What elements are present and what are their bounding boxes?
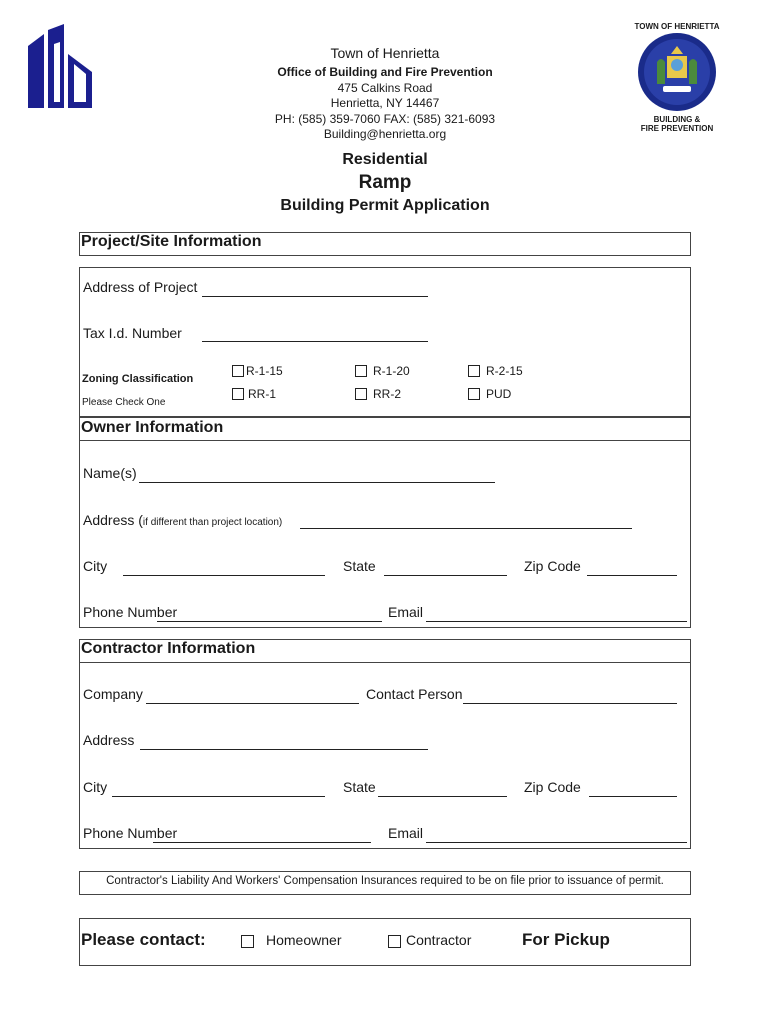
owner-zip-label: Zip Code <box>524 558 581 574</box>
owner-city-field[interactable] <box>123 575 325 576</box>
zoning-checkbox-pud[interactable] <box>468 388 480 400</box>
office-email: Building@henrietta.org <box>323 127 447 141</box>
owner-state-label: State <box>343 558 376 574</box>
seal-bottom-line2: FIRE PREVENTION <box>640 124 714 133</box>
contractor-email-field[interactable] <box>426 842 687 843</box>
zoning-checkbox-r-1-20[interactable] <box>355 365 367 377</box>
contractor-heading: Contractor Information <box>81 640 256 657</box>
town-name: Town of Henrietta <box>330 45 440 61</box>
homeowner-label: Homeowner <box>266 932 342 948</box>
zoning-option-r-1-20: R-1-20 <box>373 364 410 378</box>
nys-seal-icon <box>637 32 717 112</box>
insurance-notice: Contractor's Liability And Workers' Compensation Insurances required to be on file prior to issuance of permit. <box>106 875 664 887</box>
owner-address-field[interactable] <box>300 528 632 529</box>
zoning-option-rr-2: RR-2 <box>373 387 402 401</box>
contractor-state-field[interactable] <box>378 796 507 797</box>
contractor-zip-field[interactable] <box>589 796 677 797</box>
contractor-zip-label: Zip Code <box>524 779 581 795</box>
contractor-label: Contractor <box>406 932 472 948</box>
zoning-option-rr-1: RR-1 <box>248 387 277 401</box>
owner-address-label-text: Address ( <box>83 512 143 528</box>
owner-heading: Owner Information <box>81 419 224 436</box>
company-field[interactable] <box>146 703 359 704</box>
title-ramp: Ramp <box>358 172 412 193</box>
title-residential: Residential <box>342 151 428 168</box>
contractor-phone-label: Phone Number <box>83 825 178 841</box>
zoning-checkbox-rr-2[interactable] <box>355 388 367 400</box>
zoning-option-r-2-15: R-2-15 <box>486 364 523 378</box>
contractor-city-label: City <box>83 779 108 795</box>
tax-id-label: Tax I.d. Number <box>83 325 182 341</box>
title-application: Building Permit Application <box>280 197 490 214</box>
zoning-checkbox-r-1-15[interactable] <box>232 365 244 377</box>
contractor-checkbox[interactable] <box>388 935 401 948</box>
tax-id-field[interactable] <box>202 341 428 342</box>
zoning-option-pud: PUD <box>486 387 512 401</box>
owner-email-label: Email <box>388 604 424 620</box>
seal-top-text: TOWN OF HENRIETTA <box>634 22 720 31</box>
owner-phone-label: Phone Number <box>83 604 178 620</box>
office-name: Office of Building and Fire Prevention <box>277 65 493 79</box>
contractor-phone-field[interactable] <box>153 842 371 843</box>
contractor-address-field[interactable] <box>140 749 428 750</box>
contact-person-field[interactable] <box>463 703 677 704</box>
zoning-checkbox-r-2-15[interactable] <box>468 365 480 377</box>
seal-bottom-text <box>632 115 722 133</box>
phone-fax: PH: (585) 359-7060 FAX: (585) 321-6093 <box>274 112 496 126</box>
project-address-field[interactable] <box>202 296 428 297</box>
please-contact-heading: Please contact: <box>81 930 206 949</box>
city-state-zip: Henrietta, NY 14467 <box>330 96 440 110</box>
zoning-option-r-1-15: R-1-15 <box>246 364 283 378</box>
project-address-label: Address of Project <box>83 279 198 295</box>
owner-zip-field[interactable] <box>587 575 677 576</box>
owner-email-field[interactable] <box>426 621 687 622</box>
zoning-checkbox-rr-1[interactable] <box>232 388 244 400</box>
for-pickup-label: For Pickup <box>522 930 610 949</box>
contact-person-label: Contact Person <box>366 686 463 702</box>
homeowner-checkbox[interactable] <box>241 935 254 948</box>
owner-names-field[interactable] <box>139 482 495 483</box>
street-address: 475 Calkins Road <box>337 81 433 95</box>
contractor-city-field[interactable] <box>112 796 325 797</box>
owner-phone-field[interactable] <box>157 621 382 622</box>
contractor-email-label: Email <box>388 825 424 841</box>
contractor-state-label: State <box>343 779 376 795</box>
owner-city-label: City <box>83 558 108 574</box>
zoning-label: Zoning Classification <box>82 373 194 385</box>
town-logo <box>24 24 96 114</box>
project-heading: Project/Site Information <box>81 233 262 250</box>
owner-state-field[interactable] <box>384 575 507 576</box>
owner-address-label <box>83 512 282 528</box>
zoning-hint: Please Check One <box>82 397 166 408</box>
seal-bottom-line1: BUILDING & <box>653 115 701 124</box>
owner-address-hint: if different than project location) <box>142 517 283 528</box>
owner-names-label: Name(s) <box>83 465 137 481</box>
contractor-section-box <box>79 639 691 849</box>
contractor-address-label: Address <box>83 732 135 748</box>
company-label: Company <box>83 686 143 702</box>
